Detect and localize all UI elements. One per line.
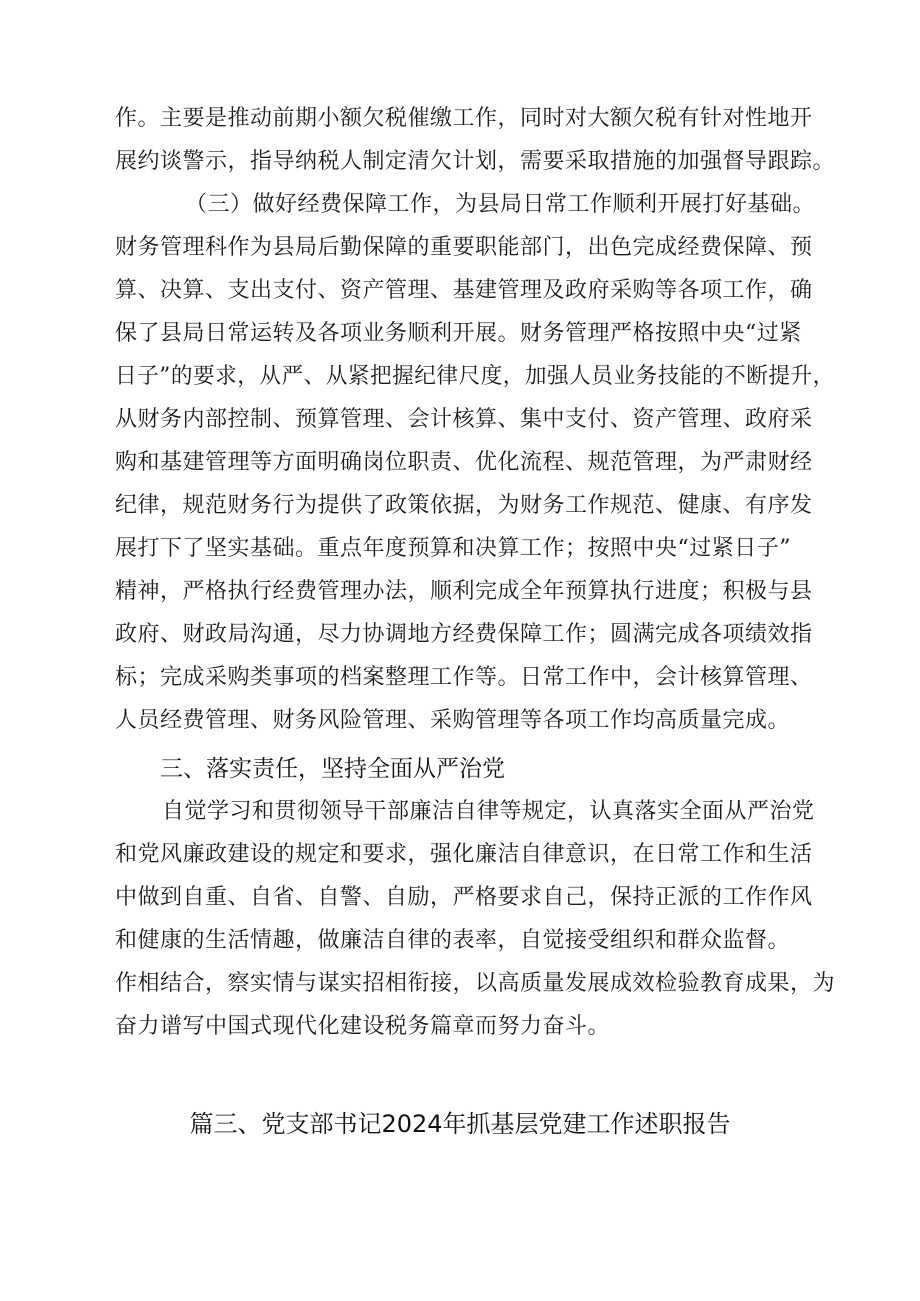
paragraph-line: 作。主要是推动前期小额欠税催缴工作，同时对大额欠税有针对性地开 <box>115 106 813 131</box>
paragraph-line: 作相结合，察实情与谋实招相衔接，以高质量发展成效检验教育成果，为 <box>115 971 836 996</box>
paragraph-line: 保了县局日常运转及各项业务顺利开展。财务管理严格按照中央“过紧 <box>115 321 802 346</box>
paragraph-line: 和健康的生活情趣，做廉洁自律的表率，自觉接受组织和群众监督。 <box>115 928 791 953</box>
next-article-title: 篇三、党支部书记2024年抓基层党建工作述职报告 <box>189 1110 731 1138</box>
subsection-heading: （三）做好经费保障工作，为县局日常工作顺利开展打好基础。 <box>185 192 816 217</box>
paragraph-line: 纪律，规范财务行为提供了政策依据，为财务工作规范、健康、有序发 <box>115 493 813 518</box>
paragraph-line: 从财务内部控制、预算管理、会计核算、集中支付、资产管理、政府采 <box>115 407 813 432</box>
paragraph-line: 人员经费管理、财务风险管理、采购管理等各项工作均高质量完成。 <box>115 708 791 733</box>
paragraph-line: 中做到自重、自省、自警、自励，严格要求自己，保持正派的工作作风 <box>115 885 813 910</box>
paragraph-line: 日子”的要求，从严、从紧把握纪律尺度，加强人员业务技能的不断提升， <box>115 364 835 389</box>
paragraph-line: 标；完成采购类事项的档案整理工作等。日常工作中，会计核算管理、 <box>115 665 813 690</box>
paragraph-line: 奋力谱写中国式现代化建设税务篇章而努力奋斗。 <box>115 1014 611 1039</box>
paragraph-line: 财务管理科作为县局后勤保障的重要职能部门，出色完成经费保障、预 <box>115 235 813 260</box>
paragraph-line: 购和基建管理等方面明确岗位职责、优化流程、规范管理，为严肃财经 <box>115 450 813 475</box>
paragraph-line: 算、决算、支出支付、资产管理、基建管理及政府采购等各项工作，确 <box>115 278 813 303</box>
paragraph-line: 和党风廉政建设的规定和要求，强化廉洁自律意识，在日常工作和生活 <box>115 842 813 867</box>
paragraph-line: 展打下了坚实基础。重点年度预算和决算工作；按照中央“过紧日子” <box>115 536 791 561</box>
paragraph-line: 精神，严格执行经费管理办法，顺利完成全年预算执行进度；积极与县 <box>115 579 813 604</box>
section-heading: 三、落实责任，坚持全面从严治党 <box>160 756 505 782</box>
paragraph-line: 政府、财政局沟通，尽力协调地方经费保障工作；圆满完成各项绩效指 <box>115 622 813 647</box>
paragraph-line: 自觉学习和贯彻领导干部廉洁自律等规定，认真落实全面从严治党 <box>162 799 815 824</box>
paragraph-line: 展约谈警示，指导纳税人制定清欠计划，需要采取措施的加强督导跟踪。 <box>115 149 836 174</box>
